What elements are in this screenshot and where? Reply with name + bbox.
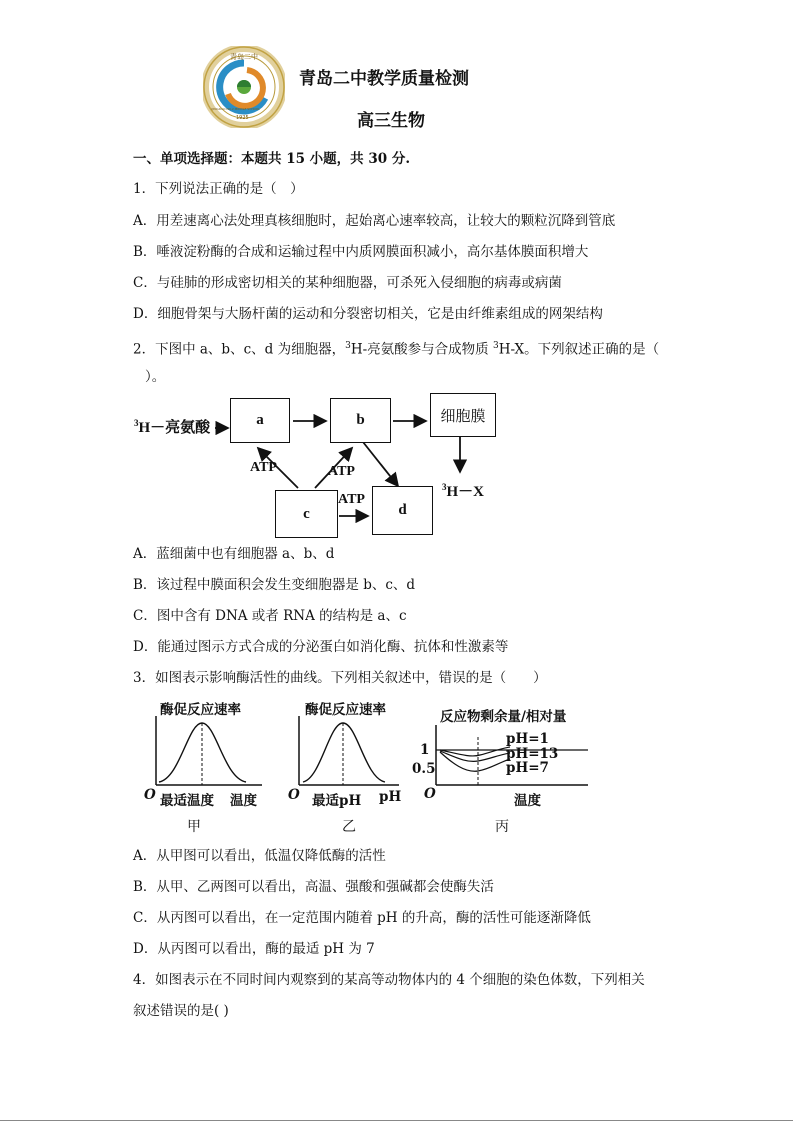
chart-jia-caption: 甲 (187, 819, 201, 835)
q3-option-a: A．从甲图可以看出，低温仅降低酶的活性 (133, 848, 386, 864)
q2-option-a: A．蓝细菌中也有细胞器 a、b、d (133, 546, 335, 562)
diagram-input-sup: 3 (134, 418, 139, 428)
q3-option-b: B．从甲、乙两图可以看出，高温、强酸和强碱都会使酶失活 (133, 879, 494, 895)
diagram-output-label (442, 480, 484, 501)
q1-stem: 1．下列说法正确的是（ ） (133, 181, 304, 197)
atp-label-1: ATP (250, 460, 277, 475)
chart-jia-xlabel: 温度 (230, 793, 257, 809)
organelle-c-box: c (275, 490, 338, 538)
chart-bing-legend-ph1: pH=1 (506, 731, 549, 747)
chart-bing-ylabel: 反应物剩余量/相对量 (440, 709, 567, 725)
chart-yi (285, 698, 415, 838)
chart-bing (410, 705, 600, 838)
chart-jia (140, 698, 270, 838)
q2-stem-part-b: H-亮氨酸参与合成物质 (350, 341, 493, 358)
chart-bing-legend-ph13: pH=13 (506, 746, 559, 762)
q2-option-d: D．能通过图示方式合成的分泌蛋白如消化酶、抗体和性激素等 (133, 639, 509, 655)
chart-bing-caption: 丙 (495, 819, 509, 835)
page-title: 青岛二中教学质量检测 (299, 69, 469, 89)
chart-bing-ytick-05: 0.5 (412, 761, 436, 777)
chart-bing-plot (410, 705, 600, 815)
organelle-b-box: b (330, 398, 391, 443)
chart-yi-curve (303, 723, 385, 782)
q3-stem: 3．如图表示影响酶活性的曲线。下列相关叙述中，错误的是（ ） (133, 670, 547, 686)
logo-year: 1925 (236, 115, 249, 121)
q2-stem-line2: ）。 (145, 369, 166, 385)
q1-option-d: D．细胞骨架与大肠杆菌的运动和分裂密切相关，它是由纤维素组成的网架结构 (133, 306, 603, 322)
chart-bing-origin: O (424, 786, 436, 802)
diagram-input-text: H－亮氨酸 (138, 420, 211, 436)
organelle-diagram (130, 390, 510, 540)
chart-jia-ylabel: 酶促反应速率 (160, 702, 241, 718)
chart-bing-series-ph1 (440, 747, 510, 756)
q1-option-c: C．与硅肺的形成密切相关的某种细胞器，可杀死入侵细胞的病毒或病菌 (133, 275, 562, 291)
q3-option-c: C．从丙图可以看出，在一定范围内随着 pH 的升高，酶的活性可能逐渐降低 (133, 910, 591, 926)
q3-option-d: D．从丙图可以看出，酶的最适 pH 为 7 (133, 941, 375, 957)
q2-option-b: B．该过程中膜面积会发生变细胞器是 b、c、d (133, 577, 416, 593)
q1-option-b: B．唾液淀粉酶的合成和运输过程中内质网膜面积减小，高尔基体膜面积增大 (133, 244, 589, 260)
diagram-output-sup: 3 (442, 482, 447, 492)
chart-bing-xlabel: 温度 (514, 793, 541, 809)
school-logo (203, 46, 285, 128)
chart-yi-xmarker: 最适pH (312, 793, 362, 809)
page-subtitle: 高三生物 (357, 111, 425, 131)
chart-yi-caption: 乙 (342, 819, 356, 835)
q1-option-a: A．用差速离心法处理真核细胞时，起始离心速率较高，让较大的颗粒沉降到管底 (133, 213, 616, 229)
atp-label-3: ATP (338, 492, 365, 507)
logo-ring-text: QINGDAO NO.2 MIDDLE SCHOOL (211, 107, 260, 111)
arrow-b-to-d (363, 442, 398, 486)
chart-jia-xmarker: 最适温度 (160, 793, 214, 809)
q4-stem-line2: 叙述错误的是( ) (133, 1003, 229, 1019)
cell-membrane-box: 细胞膜 (430, 393, 496, 437)
organelle-d-box: d (372, 486, 433, 535)
organelle-a-box: a (230, 398, 290, 443)
q2-stem-part-a: 2．下图中 a、b、c、d 为细胞器， (133, 341, 346, 358)
q2-sup-1: 3 (345, 341, 351, 351)
q2-stem-line1 (133, 337, 659, 359)
page-bottom-rule (0, 1120, 793, 1121)
chart-yi-xlabel: pH (379, 789, 402, 805)
q2-sup-2: 3 (492, 341, 499, 351)
atp-label-2: ATP (328, 464, 355, 479)
chart-bing-legend-ph7: pH=7 (506, 760, 549, 776)
diagram-input-label (134, 416, 210, 437)
logo-text: 青岛二中 (230, 53, 258, 61)
q4-stem-line1: 4．如图表示在不同时间内观察到的某高等动物体内的 4 个细胞的染色体数，下列相关 (133, 972, 645, 988)
q2-option-c: C．图中含有 DNA 或者 RNA 的结构是 a、c (133, 608, 407, 624)
section-heading: 一、单项选择题：本题共 15 小题，共 30 分. (133, 151, 411, 167)
chart-jia-origin: O (144, 787, 156, 803)
diagram-output-text: H－X (446, 484, 485, 500)
chart-yi-ylabel: 酶促反应速率 (305, 702, 386, 718)
chart-yi-origin: O (288, 787, 300, 803)
q2-stem-part-c: H-X。下列叙述正确的是（ (498, 341, 660, 358)
chart-bing-ytick-1: 1 (420, 742, 430, 758)
